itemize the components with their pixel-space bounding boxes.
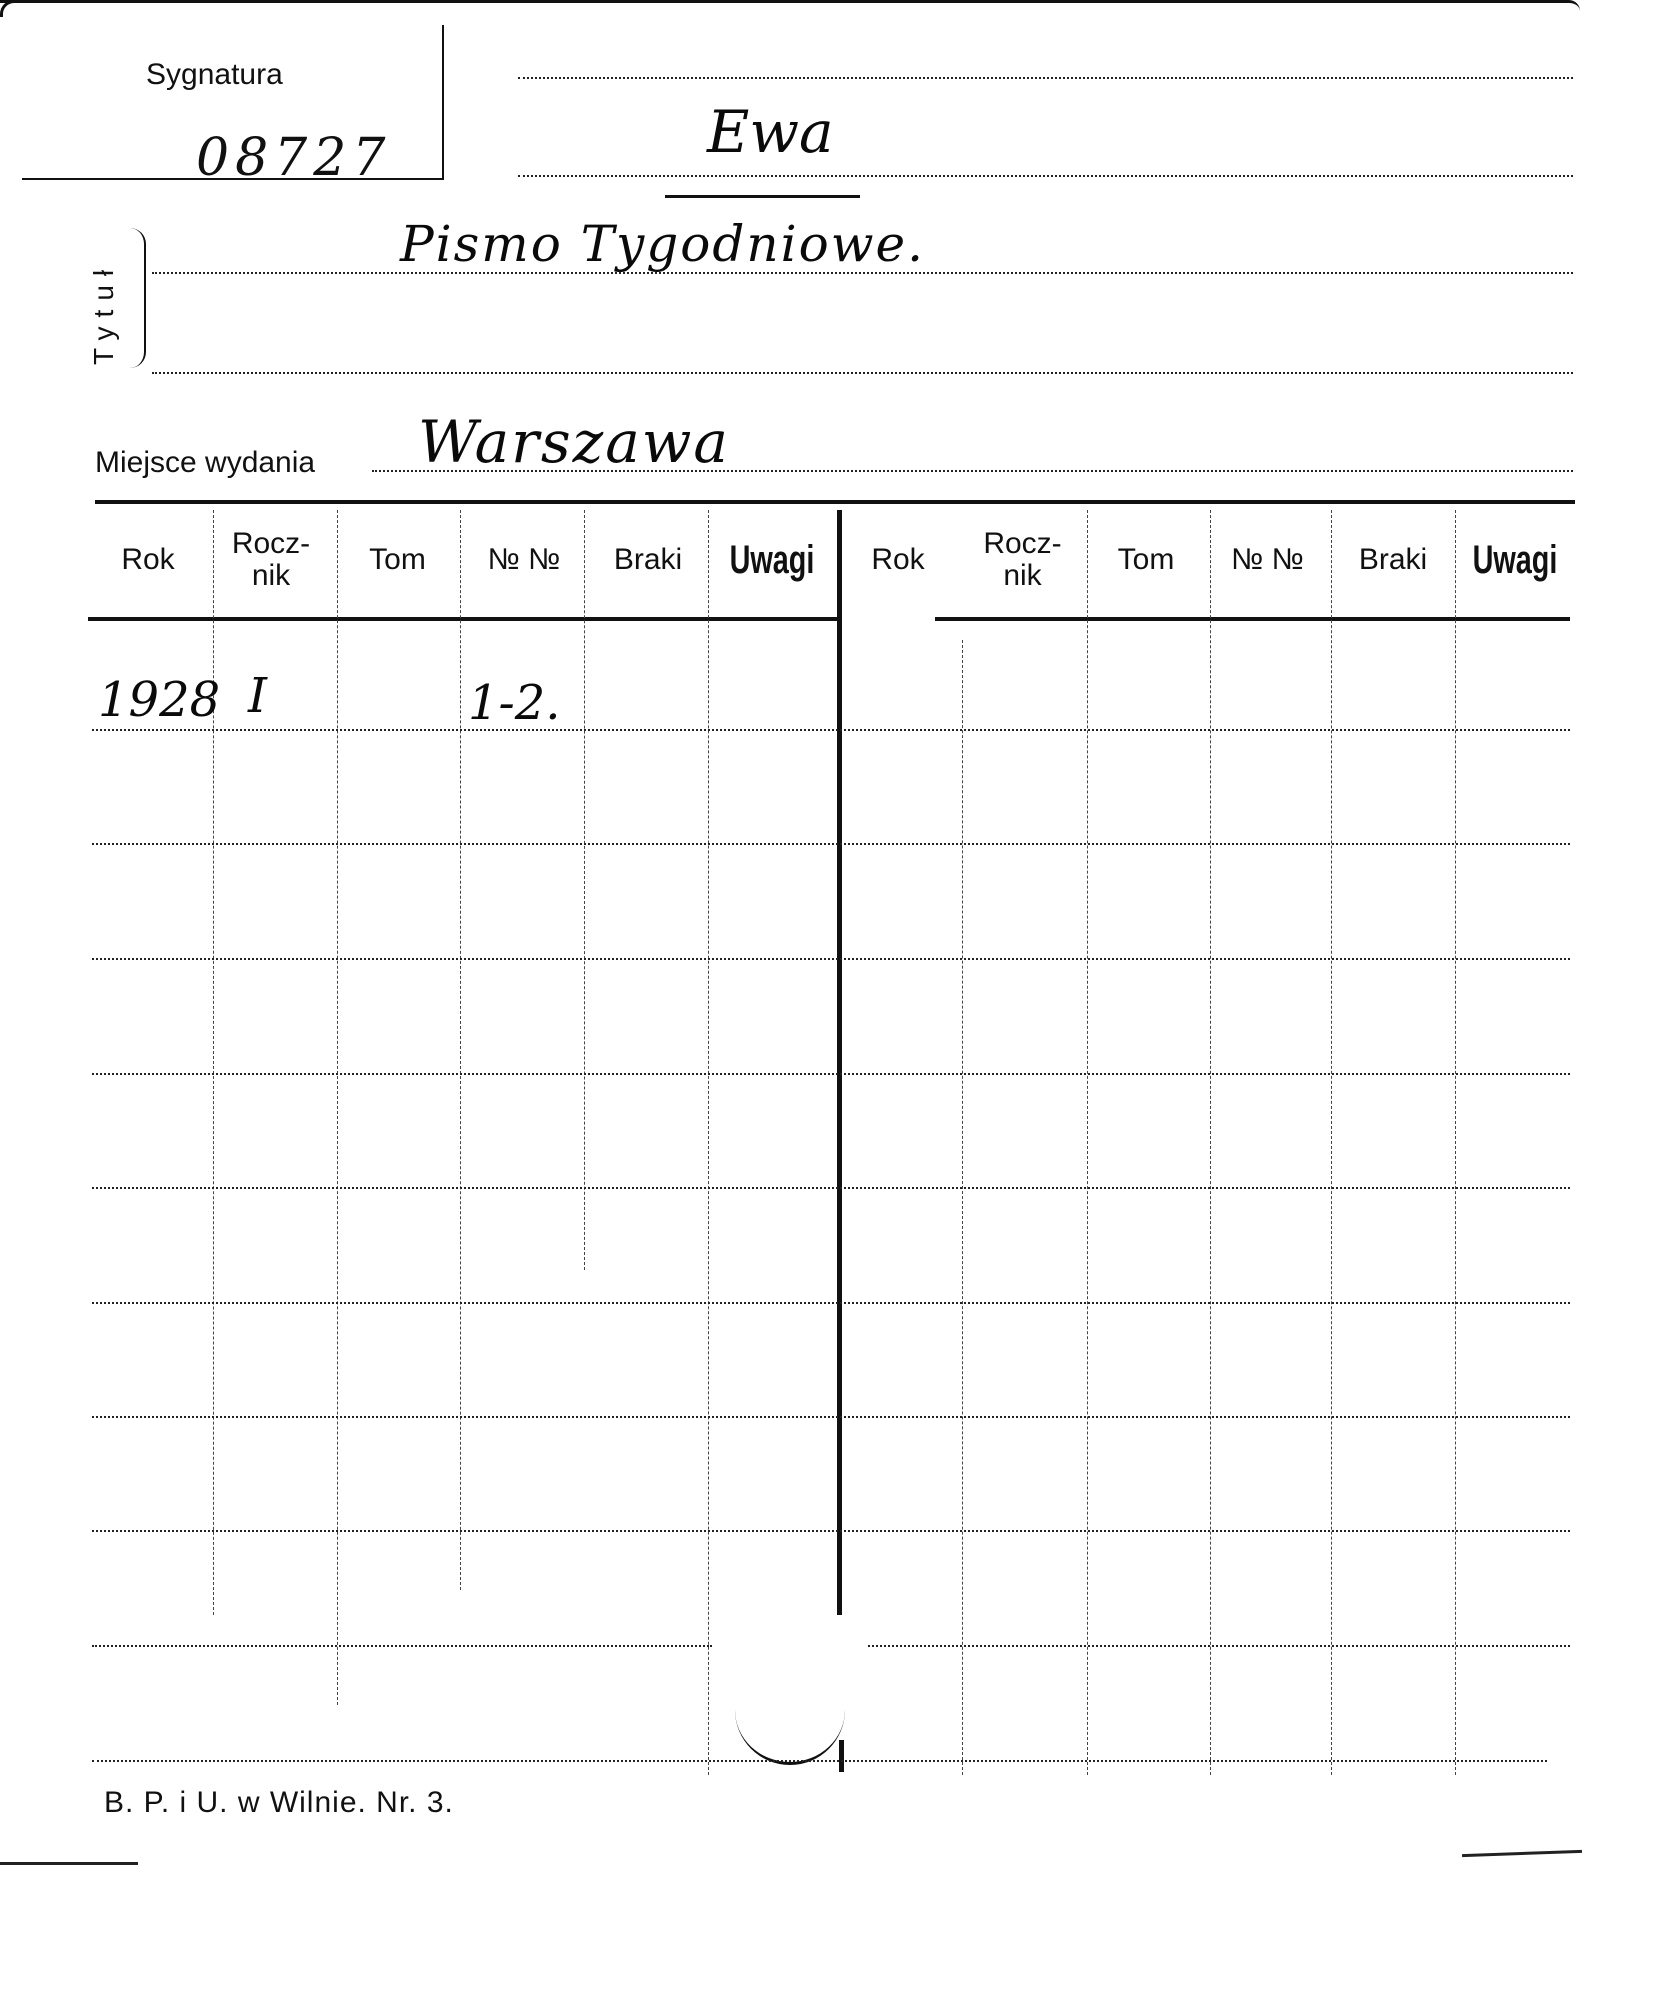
row-rule [92, 729, 1570, 731]
header-rok-left: Rok [121, 543, 175, 576]
table-header-rule-left [88, 617, 839, 621]
column-separator [337, 510, 338, 1705]
author-dotted-line-1 [518, 77, 1573, 79]
header-rok-right: Rok [871, 543, 925, 576]
header-braki-left: Braki [613, 543, 683, 576]
row-rule [92, 1530, 1570, 1532]
row-rule [92, 1302, 1570, 1304]
row-rule [92, 1073, 1570, 1075]
header-uwagi-right: Uwagi [1472, 538, 1558, 582]
table-header-rule-right [935, 617, 1570, 621]
title-brace [130, 228, 146, 368]
printer-imprint: B. P. i U. w Wilnie. Nr. 3. [104, 1786, 454, 1819]
header-braki-right: Braki [1358, 543, 1428, 576]
author-underline [665, 195, 860, 198]
column-separator [1331, 510, 1332, 1775]
header-numbers-left: № № [487, 543, 561, 576]
row-rule [92, 1760, 1547, 1762]
author-dotted-line-2 [518, 175, 1573, 177]
card-edge-mark [0, 1862, 138, 1865]
title-label: Tytuł [88, 260, 119, 365]
row-rule [92, 1416, 1570, 1418]
header-rocznik-left: Rocz- nik [231, 527, 311, 592]
author-handwritten: Ewa [707, 98, 834, 166]
column-separator [584, 510, 585, 1270]
title-handwritten: Pismo Tygodniowe. [400, 215, 925, 273]
cell-numery: 1-2. [468, 675, 561, 731]
header-rocznik-right: Rocz- nik [983, 527, 1062, 592]
header-uwagi-left: Uwagi [729, 538, 815, 582]
row-rule [92, 958, 1570, 960]
column-separator [1455, 510, 1456, 1775]
table-center-divider-foot [839, 1740, 844, 1772]
row-rule [92, 843, 1570, 845]
column-separator [708, 510, 709, 1775]
title-dotted-line-2 [152, 372, 1573, 374]
place-label: Miejsce wydania [95, 446, 316, 479]
cell-rocznik: I [248, 668, 267, 724]
column-separator [1087, 510, 1088, 1775]
column-separator [1210, 510, 1211, 1775]
card-top-edge [0, 0, 1580, 11]
table-center-divider [837, 510, 842, 1615]
header-tom-right: Tom [1117, 543, 1175, 576]
signature-label: Sygnatura [146, 58, 283, 91]
column-separator [962, 640, 963, 1775]
header-tom-left: Tom [369, 543, 426, 576]
row-rule [92, 1187, 1570, 1189]
header-numbers-right: № № [1231, 543, 1304, 576]
place-handwritten: Warszawa [418, 408, 731, 476]
cell-rok: 1928 [98, 672, 221, 728]
column-separator [460, 510, 461, 1590]
row-rule [868, 1645, 1570, 1647]
signature-number: 08727 [196, 128, 392, 188]
card-punch-hole [735, 1650, 845, 1765]
row-rule [92, 1645, 712, 1647]
card-edge-mark [1462, 1850, 1582, 1857]
table-top-rule [95, 500, 1575, 504]
